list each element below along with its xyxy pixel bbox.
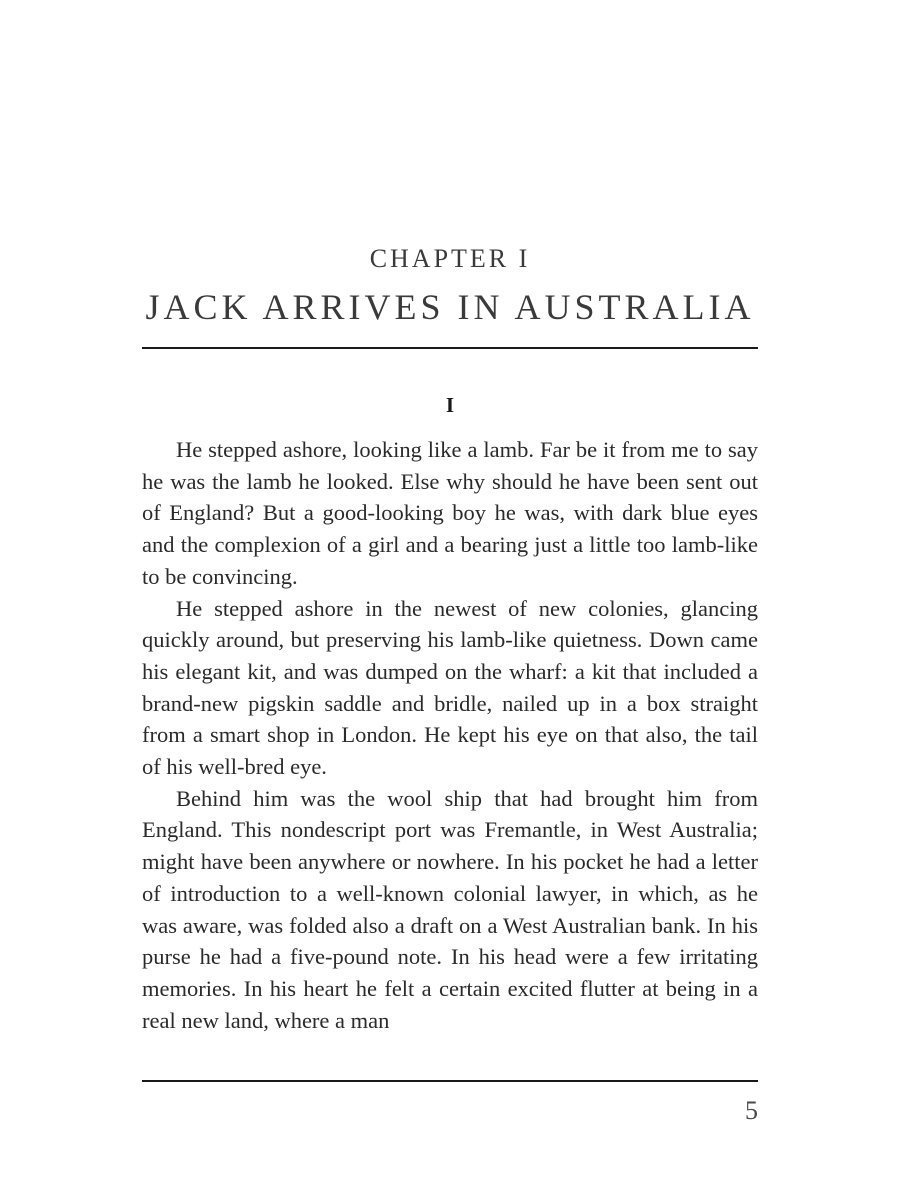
- page-number: 5: [745, 1096, 758, 1125]
- paragraph-2: He stepped ashore in the newest of new colonies, glancing quickly around, but preserving his lamb-like quietness. Down came his elegant kit, and was dumped on the wharf: a kit that included a brand-new pigskin saddle and bridle, nailed up in a box straight from a smart shop in London. He kept his eye on that also, the tail of his well-bred eye.: [142, 595, 758, 780]
- chapter-label: CHAPTER I: [369, 244, 531, 273]
- paragraph-1: He stepped ashore, looking like a lamb. Far be it from me to say he was the lamb he looked. Else why should he have been sent out of England? But a good-looking boy he was, with dark blue eyes and the complexion of a girl and a bearing just a little too lamb-like to be convincing.: [142, 437, 758, 589]
- section-number: I: [445, 393, 455, 417]
- footer-rule: [142, 1080, 758, 1082]
- paragraph-3: Behind him was the wool ship that had brought him from England. This nondescript port was Fremantle, in West Australia; might have been anywhere or nowhere. In his pocket he had a letter of introduction to a well-known colonial lawyer, in which, as he was aware, was folded also a draft on a West Australian bank. In his purse he had a five-pound note. In his head were a few irritating memories. In his heart he felt a certain excited flutter at being in a real new land, where a man: [142, 785, 758, 1033]
- body-text: [142, 434, 758, 1036]
- header-rule: [142, 347, 758, 349]
- chapter-title: JACK ARRIVES IN AUSTRALIA: [145, 287, 755, 327]
